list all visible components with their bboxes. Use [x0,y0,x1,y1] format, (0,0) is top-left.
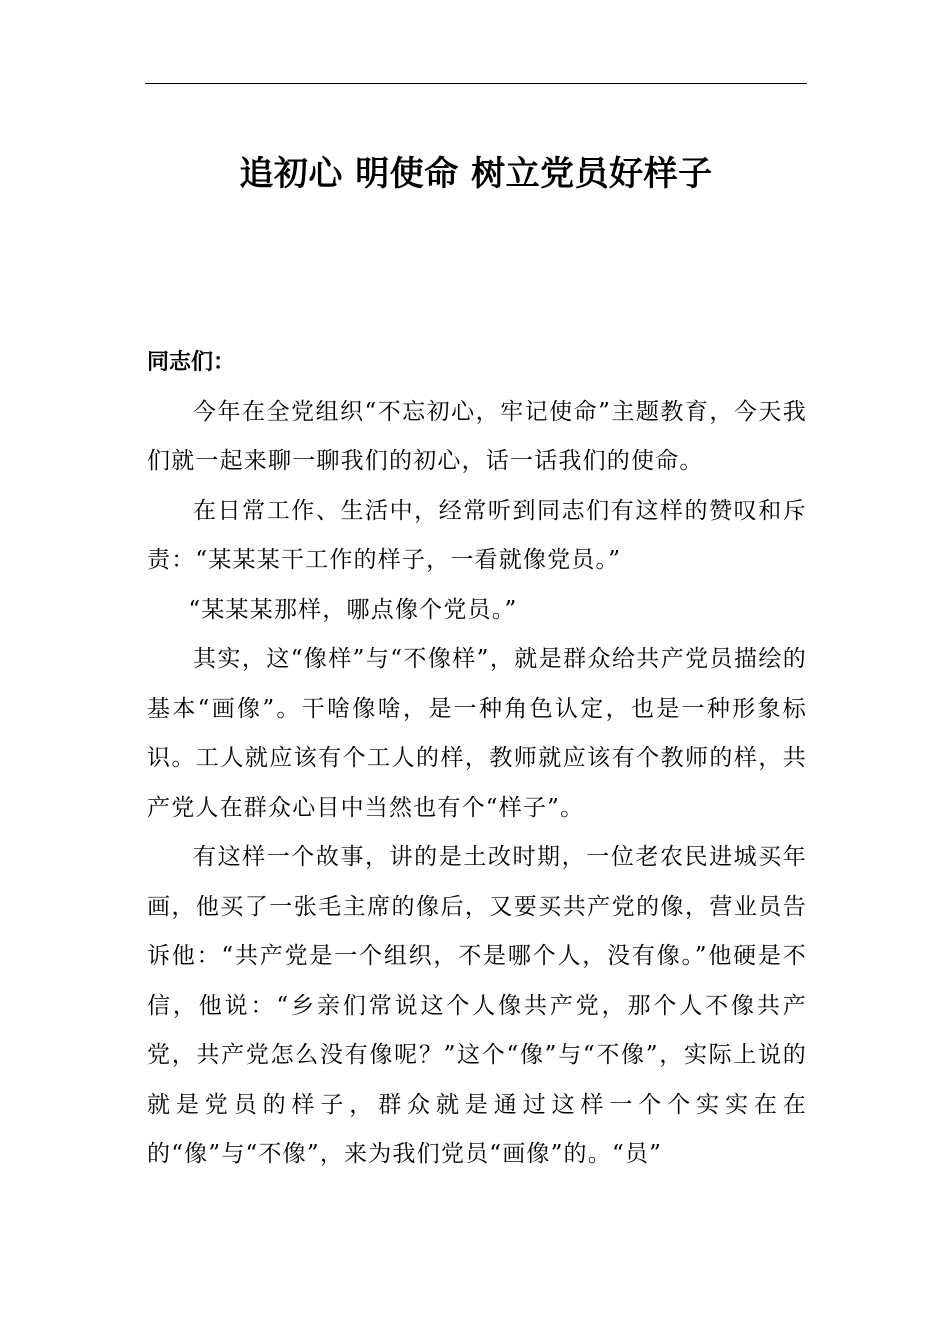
paragraph-4: 其实，这“像样”与“不像样”，就是群众给共产党员描绘的基本“画像”。干啥像啥，是一种角色认定，也是一种形象标识。工人就应该有个工人的样，教师就应该有个教师的样，共产党人在群众心目中当然也有个“样子”。 [147,646,807,821]
paragraph-5: 有这样一个故事，讲的是土改时期，一位老农民进城买年画，他买了一张毛主席的像后，又要买共产党的像，营业员告诉他：“共产党是一个组织，不是哪个人，没有像。”他硬是不信，他说：“乡亲们常说这个人像共产党，那个人不像共产党，共产党怎么没有像呢？”这个“像”与“不像”，实际上说的就是党员的样子，群众就是通过这样一个个实实在在的“像”与“不像”，来为我们党员“画像”的。“员” [147,844,807,1167]
paragraph-2: 在日常工作、生活中，经常听到同志们有这样的赞叹和斥责：“某某某干工作的样子，一看就像党员。” [147,497,807,573]
document-title: 追初心 明使命 树立党员好样子 [239,154,713,194]
header-rule [145,83,807,84]
document-body [147,338,807,1180]
paragraph-3: “某某某那样，哪点像个党员。” [188,596,518,623]
salutation: 同志们： [147,350,236,375]
paragraph-1: 今年在全党组织“不忘初心，牢记使命”主题教育，今天我们就一起来聊一聊我们的初心，话一话我们的使命。 [147,398,807,474]
